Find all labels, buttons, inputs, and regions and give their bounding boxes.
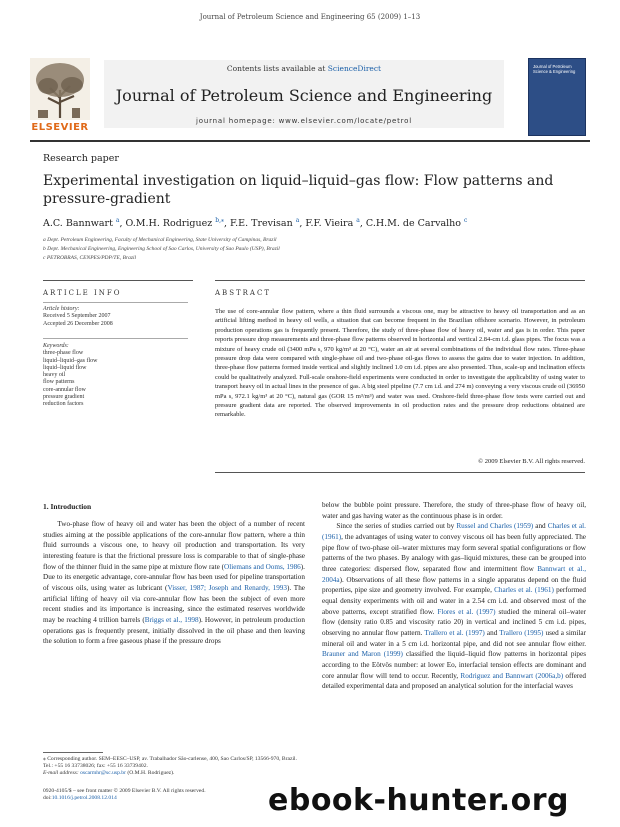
contents-line [104,64,504,73]
email-suffix: (O.M.H. Rodriguez). [125,770,175,776]
citation-link[interactable]: Rodriguez and Bannwart (2006a,b) [460,671,564,680]
affiliation-a: a Dept. Petroleum Engineering, Faculty of Mechanical Engineering, State University of Campinas, Brazil [43,237,277,243]
citation-link[interactable]: Trallero et al. (1997) [424,628,485,637]
author-affiliation-marker[interactable]: c [464,217,468,224]
watermark-text: ebook-hunter.org [268,783,569,818]
author-name[interactable]: O.M.H. Rodriguez [125,218,216,230]
body-text: Since the series of studies carried out by [322,522,457,531]
journal-homepage[interactable]: journal homepage: www.elsevier.com/locate/petrol [196,117,412,125]
citation-link[interactable]: Bannwart et al., 2004a [322,564,586,584]
author-affiliation-marker[interactable]: a [115,217,120,224]
citation-link[interactable]: Briggs et al., 1998 [144,615,199,624]
body-text: ). Due to its energetic advantage, core-annular flow has been used for pipeline transportation of viscous oils, using water as lubricant ( [43,562,305,592]
abstract-copyright: © 2009 Elsevier B.V. All rights reserved. [478,458,585,465]
journal-cover-text: Journal of Petroleum Science & Engineering [533,64,576,74]
email-label: E-mail address: [43,770,81,776]
intro-column-left [43,519,305,647]
footnote-rule [43,752,103,753]
article-title: Experimental investigation on liquid–liquid–gas flow: Flow patterns and pressure-gradient [43,173,554,207]
corresponding-author-text: ⁎ Corresponding author. SEM–EESC–USP, av. Trabalhador São-carlense, 400, Sao Carlos/SP, 13566-970, Brazil. Tel.: +55 16 33738026; fax: +55 16 33739402. [43,756,297,769]
author-name[interactable]: F.E. Trevisan [230,218,296,230]
citation-link[interactable]: Oliemans and Ooms, 1986 [224,562,301,571]
author-affiliation-marker[interactable]: b,⁎ [215,217,224,224]
abstract-bottom-rule [215,472,585,473]
body-text: and [533,522,548,531]
citation-link[interactable]: Brauner and Maron (1999) [322,650,403,659]
running-head: Journal of Petroleum Science and Engineering 65 (2009) 1–13 [199,13,421,21]
header-rule [30,140,590,142]
body-text: , the advantages of using water to convey viscous oil has been fully appreciated. The pipe flow of two-phase oil–water mixtures may form several spatial configurations or flow patterns of the two phases. By analogy with gas–liquid mixtures, these can be grouped into three categories: dispersed flow, separated flow and intermittent flow [322,532,586,573]
keyword: reduction factors [43,401,84,408]
introduction-heading: 1. Introduction [43,502,92,511]
author-affiliation-marker[interactable]: a [356,217,360,224]
body-text: classified the liquid–liquid flow patterns in horizontal pipes according to the Eötvös number: at lower Eo, interfacial tension effects are dominant and core annular flow will tend to occur. Recently, [322,650,586,680]
affiliation-b: b Dept. Mechanical Engineering, Engineering School of Sao Carlos, University of Sao Paulo (USP), Brazil [43,246,280,252]
article-info-rule [43,280,193,281]
author-name[interactable]: A.C. Bannwart [43,218,116,230]
body-text: performed equal density experiments with oil and water in a 2.54 cm i.d. and observed most of the above patterns, except stratified flow. [322,586,586,616]
body-text: and [484,628,500,637]
keyword: liquid–liquid flow [43,364,87,371]
citation-link[interactable]: Flores et al. (1997) [437,607,496,616]
keyword: flow patterns [43,379,75,386]
body-text: ). However, in petroleum production operations gas is frequently present, initially dissolved in the oil phase and then leaving the solution to form a free gaseous phase if the pressure drops [43,615,305,646]
journal-title: Journal of Petroleum Science and Engineering [115,86,493,105]
article-info-divider [43,302,188,303]
article-history [43,306,193,328]
author-name[interactable]: F.F. Vieira [305,218,357,230]
author-name[interactable]: C.H.M. de Carvalho [365,218,465,230]
body-text: used a similar mineral oil and water in a 5 cm i.d. horizontal pipe, and did not see annular flow either. [322,628,587,648]
keyword-list [43,350,193,408]
intro-column-right [322,500,586,692]
sciencedirect-link[interactable]: ScienceDirect [327,64,382,73]
article-info-heading: ARTICLE INFO [43,289,122,297]
body-text: ). Observations of all these flow patterns in a single apparatus depend on the fluid properties, pipe size and geometry involved. For example, [322,575,586,595]
received-date: Received 5 September 2007 [43,313,111,320]
keyword: heavy oil [43,372,66,379]
abstract-rule [215,280,585,281]
keywords-divider [43,338,188,339]
doi-label: doi: [43,795,52,801]
citation-link[interactable]: Russel and Charles (1959) [456,522,534,531]
email-link[interactable]: oscarmhr@sc.usp.br [80,770,126,776]
keywords-block [43,343,193,409]
doi-link[interactable]: 10.1016/j.petrol.2008.12.014 [51,795,117,801]
contents-prefix: Contents lists available at [226,64,328,73]
keyword: three-phase flow [43,350,84,357]
keywords-label: Keywords: [43,343,69,349]
abstract-text: The use of core-annular flow pattern, where a thin fluid surrounds a viscous one, may be attractive to heavy oil transportation and as an artificial lifting method in heavy oil wells, a situation that can become frequent in the Brazilian offshore scenario. However, in petroleum production operations gas is frequently present. Therefore, the study of three-phase flow of heavy oil, water and gas is in order. This paper reports pressure drop measurements and three-phase flow patterns observed in horizontal and vertical 2.84-cm i.d. glass pipes. The focus was a mixture of heavy crude oil (3400 mPa s, 970 kg/m³ at 20 °C), water an air at several combinations of the individual flow rates. Three-phase pressure drop data were compared with single-phase oil and two-phase oil-gas flows to assess the gains due to water injection. In addition, three-phase flow patterns formed inside vertical and slightly inclined 1.0 cm i.d. pipes are also presented. Thus, scale-up and inclination effects could be qualitatively analyzed. Full-scale onshore-field experiments were conducted in order to investigate the applicability of using water to transport heavy oil in actual lines in the presence of gas. A big steel pipeline (7.7 cm i.d. and 274 m) conveying a very viscous crude oil (36950 mPa s, 972.1 kg/m³ at 20 °C), natural gas (GOR 15 m³/m³) and water was used. Onshore-field three-phase flow tests were carried out and pressure gradient data are reported. The observed improvements in oil production rates and the pressure drop reductions obtained are remarkable. [215,308,585,419]
body-text: below the bubble point pressure. Therefore, the study of three-phase flow of heavy oil, water and gas having water as the continuous phase is in order. [322,501,586,520]
body-text: Two-phase flow of heavy oil and water has been the object of a number of recent studies aiming at the possible applications of the core-annular flow pattern, where a thin fluid surrounds a viscous one, to heavy oil production and transportation. Its very interesting feature is that the frictional pressure loss is comparable to that of single-phase flow of the thinner fluid in the same pipe at mixture flow rate ( [43,520,305,571]
elsevier-wordmark: ELSEVIER [31,122,89,133]
keyword: liquid–liquid–gas flow [43,357,98,364]
citation-link[interactable]: Charles et al. (1961) [494,586,554,595]
citation-link[interactable]: Trallero (1995) [499,628,544,637]
issn-line: 0920-4105/$ – see front matter © 2009 Elsevier B.V. All rights reserved. [43,788,206,794]
article-type: Research paper [43,153,119,164]
body-text: ). The artificial lifting of heavy oil via core-annular flow has been the subject of even more recent studies and its importance is increasing, since the estimated reserves worldwide may be reaching 4 trillion barrels ( [43,583,305,624]
accepted-date: Accepted 26 December 2008 [43,320,113,327]
author-affiliation-marker[interactable]: a [295,217,300,224]
affiliation-c: c PETROBRAS, CENPES/PDP/TE, Brazil [43,255,137,261]
body-text: offered detailed experimental data and proposed an analytical solution for the interfacial waves [322,671,586,691]
abstract-heading: ABSTRACT [215,289,272,297]
author-list: A.C. Bannwart $^a$, O.M.H. Rodriguez $^{b,⁎}$, F.E. Trevisan $^a$, F.F. Vieira $^a$, C.H.M. de Carvalho $^c$ [43,217,468,230]
keyword: core-annular flow [43,386,86,393]
citation-link[interactable]: Visser, 1987; Joseph and Renardy, 1993 [167,583,287,592]
citation-link[interactable]: Charles et al. (1961) [322,522,586,541]
corresponding-author-footnote [43,756,305,777]
keyword: pressure gradient [43,394,85,401]
body-text: studied the mineral oil–water flow (density ratio 0.85 and viscosity ratio 20) in vertical and inclined 5 cm i.d. pipes, observing no annular flow pattern. [322,607,586,637]
history-label: Article history: [43,306,80,312]
